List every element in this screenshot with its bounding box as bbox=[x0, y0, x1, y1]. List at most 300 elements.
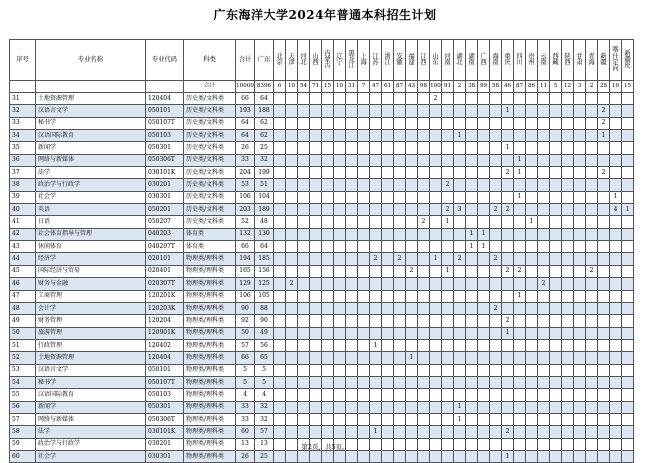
row-province-cell bbox=[478, 179, 490, 191]
totals-province: 46 bbox=[502, 81, 514, 93]
row-total: 194 bbox=[236, 253, 255, 265]
row-province-cell: 1 bbox=[454, 401, 466, 413]
row-province-cell bbox=[286, 241, 298, 253]
row-province-cell bbox=[298, 389, 310, 401]
row-subject: 历史类/文科类 bbox=[184, 204, 236, 216]
totals-province: 47 bbox=[370, 81, 382, 93]
row-province-cell: 1 bbox=[514, 191, 526, 203]
row-major-name: 工商管理 bbox=[36, 290, 146, 302]
row-province-cell bbox=[310, 179, 322, 191]
row-province-cell bbox=[298, 450, 310, 462]
row-province-cell bbox=[430, 167, 442, 179]
row-province-cell bbox=[298, 413, 310, 425]
row-total: 4 bbox=[236, 389, 255, 401]
row-province-cell bbox=[478, 265, 490, 277]
row-province-cell bbox=[346, 117, 358, 129]
row-province-cell bbox=[430, 315, 442, 327]
row-province-cell bbox=[550, 191, 562, 203]
row-province-cell bbox=[490, 426, 502, 438]
totals-province: 98 bbox=[418, 81, 430, 93]
row-province-cell bbox=[538, 253, 550, 265]
row-province-cell bbox=[610, 364, 622, 376]
row-province-cell bbox=[610, 216, 622, 228]
row-province-cell bbox=[334, 302, 346, 314]
row-province-cell bbox=[334, 389, 346, 401]
row-province-cell bbox=[622, 327, 634, 339]
row-index: 47 bbox=[10, 290, 36, 302]
row-province-cell bbox=[382, 265, 394, 277]
row-province-cell bbox=[562, 117, 574, 129]
row-province-cell bbox=[526, 401, 538, 413]
row-province-cell: 1 bbox=[478, 241, 490, 253]
row-province-cell bbox=[454, 117, 466, 129]
row-province-cell bbox=[442, 389, 454, 401]
row-province-cell bbox=[514, 228, 526, 240]
row-province-cell bbox=[442, 278, 454, 290]
row-province-cell bbox=[286, 253, 298, 265]
row-province-cell bbox=[454, 179, 466, 191]
row-province-cell bbox=[622, 352, 634, 364]
row-province-cell bbox=[490, 179, 502, 191]
row-province-cell bbox=[430, 364, 442, 376]
row-province-cell bbox=[382, 216, 394, 228]
row-province-cell bbox=[274, 204, 286, 216]
row-major-code: 020101 bbox=[146, 253, 184, 265]
row-province-cell bbox=[358, 253, 370, 265]
row-province-cell bbox=[430, 339, 442, 351]
row-province-cell bbox=[322, 265, 334, 277]
row-province-cell: 1 bbox=[502, 105, 514, 117]
row-province-cell bbox=[322, 426, 334, 438]
row-province-cell bbox=[382, 167, 394, 179]
row-province-cell bbox=[358, 364, 370, 376]
row-guangdong: 25 bbox=[255, 450, 274, 462]
row-province-cell bbox=[610, 278, 622, 290]
row-province-cell bbox=[526, 253, 538, 265]
row-province-cell: 1 bbox=[370, 426, 382, 438]
row-province-cell bbox=[454, 142, 466, 154]
row-province-cell bbox=[310, 117, 322, 129]
row-province-cell bbox=[406, 315, 418, 327]
row-province-cell bbox=[442, 413, 454, 425]
row-major-code: 120901K bbox=[146, 327, 184, 339]
row-province-cell bbox=[586, 216, 598, 228]
row-guangdong: 13 bbox=[255, 438, 274, 450]
row-province-cell: 1 bbox=[466, 228, 478, 240]
row-province-cell bbox=[526, 315, 538, 327]
row-guangdong: 199 bbox=[255, 167, 274, 179]
row-province-cell bbox=[610, 302, 622, 314]
row-province-cell bbox=[538, 204, 550, 216]
row-province-cell bbox=[562, 426, 574, 438]
table-row bbox=[10, 167, 634, 179]
row-province-cell bbox=[382, 154, 394, 166]
row-province-cell bbox=[442, 327, 454, 339]
row-guangdong: 56 bbox=[255, 339, 274, 351]
row-province-cell bbox=[490, 290, 502, 302]
row-province-cell bbox=[514, 216, 526, 228]
row-province-cell bbox=[586, 426, 598, 438]
row-province-cell bbox=[418, 426, 430, 438]
row-province-cell bbox=[298, 216, 310, 228]
row-guangdong: 51 bbox=[255, 179, 274, 191]
row-province-cell bbox=[406, 142, 418, 154]
row-province-cell bbox=[526, 142, 538, 154]
row-province-cell bbox=[334, 253, 346, 265]
row-province-cell bbox=[538, 376, 550, 388]
row-province-cell bbox=[310, 142, 322, 154]
row-province-cell bbox=[322, 450, 334, 462]
row-province-cell bbox=[466, 450, 478, 462]
row-province-cell bbox=[526, 450, 538, 462]
row-province-cell bbox=[382, 142, 394, 154]
row-province-cell bbox=[598, 376, 610, 388]
row-province-cell bbox=[466, 413, 478, 425]
row-province-cell bbox=[514, 142, 526, 154]
row-province-cell bbox=[322, 352, 334, 364]
row-province-cell bbox=[286, 376, 298, 388]
row-province-cell bbox=[370, 228, 382, 240]
table-row bbox=[10, 450, 634, 462]
row-major-name: 旅游管理 bbox=[36, 327, 146, 339]
row-province-cell bbox=[358, 327, 370, 339]
row-major-name: 秘书学 bbox=[36, 376, 146, 388]
row-province-cell bbox=[442, 154, 454, 166]
row-province-cell bbox=[526, 204, 538, 216]
row-province-cell bbox=[454, 339, 466, 351]
row-guangdong: 5 bbox=[255, 376, 274, 388]
header-province: 四川 bbox=[514, 40, 526, 81]
row-province-cell bbox=[574, 167, 586, 179]
row-province-cell bbox=[370, 401, 382, 413]
row-province-cell bbox=[334, 352, 346, 364]
row-province-cell bbox=[538, 352, 550, 364]
row-province-cell bbox=[622, 339, 634, 351]
row-major-name: 国际经济与贸易 bbox=[36, 265, 146, 277]
row-province-cell bbox=[406, 93, 418, 105]
row-guangdong: 4 bbox=[255, 389, 274, 401]
row-total: 66 bbox=[236, 352, 255, 364]
table-row bbox=[10, 389, 634, 401]
row-province-cell bbox=[274, 315, 286, 327]
row-province-cell bbox=[322, 241, 334, 253]
row-province-cell bbox=[274, 191, 286, 203]
row-province-cell bbox=[454, 167, 466, 179]
row-province-cell bbox=[334, 167, 346, 179]
row-province-cell bbox=[286, 450, 298, 462]
row-province-cell bbox=[502, 302, 514, 314]
totals-province: 10 bbox=[286, 81, 298, 93]
row-province-cell bbox=[298, 339, 310, 351]
row-province-cell bbox=[370, 302, 382, 314]
row-province-cell bbox=[310, 413, 322, 425]
row-province-cell bbox=[478, 315, 490, 327]
row-province-cell bbox=[358, 339, 370, 351]
row-province-cell bbox=[394, 191, 406, 203]
row-guangdong: 57 bbox=[255, 426, 274, 438]
row-province-cell bbox=[598, 352, 610, 364]
row-province-cell bbox=[526, 93, 538, 105]
row-province-cell bbox=[310, 364, 322, 376]
row-province-cell bbox=[454, 265, 466, 277]
totals-province: 15 bbox=[622, 81, 634, 93]
row-province-cell bbox=[430, 117, 442, 129]
row-province-cell bbox=[334, 290, 346, 302]
row-province-cell bbox=[490, 278, 502, 290]
totals-empty-cell bbox=[36, 81, 146, 93]
row-province-cell bbox=[382, 339, 394, 351]
row-province-cell bbox=[586, 327, 598, 339]
header-province: 海南 bbox=[490, 40, 502, 81]
row-province-cell bbox=[514, 401, 526, 413]
row-province-cell bbox=[586, 154, 598, 166]
row-province-cell bbox=[322, 315, 334, 327]
row-province-cell bbox=[370, 204, 382, 216]
row-province-cell bbox=[346, 426, 358, 438]
row-province-cell bbox=[466, 204, 478, 216]
header-province: 新疆班 bbox=[622, 40, 634, 81]
row-province-cell bbox=[394, 426, 406, 438]
row-province-cell bbox=[586, 376, 598, 388]
row-province-cell bbox=[322, 117, 334, 129]
row-province-cell bbox=[370, 364, 382, 376]
row-province-cell bbox=[394, 142, 406, 154]
row-province-cell bbox=[610, 376, 622, 388]
table-row bbox=[10, 93, 634, 105]
totals-province: 15 bbox=[322, 81, 334, 93]
row-province-cell bbox=[550, 327, 562, 339]
row-province-cell bbox=[622, 278, 634, 290]
row-province-cell bbox=[394, 265, 406, 277]
row-province-cell bbox=[430, 179, 442, 191]
row-index: 59 bbox=[10, 438, 36, 450]
row-province-cell bbox=[370, 167, 382, 179]
row-total: 60 bbox=[236, 426, 255, 438]
row-province-cell bbox=[406, 450, 418, 462]
row-province-cell bbox=[298, 315, 310, 327]
row-province-cell: 2 bbox=[598, 105, 610, 117]
row-province-cell bbox=[418, 204, 430, 216]
row-province-cell bbox=[526, 389, 538, 401]
row-province-cell bbox=[466, 376, 478, 388]
row-guangdong: 125 bbox=[255, 278, 274, 290]
row-province-cell bbox=[562, 216, 574, 228]
row-province-cell bbox=[526, 154, 538, 166]
row-province-cell bbox=[274, 389, 286, 401]
row-province-cell bbox=[598, 241, 610, 253]
row-province-cell bbox=[310, 204, 322, 216]
row-subject: 物理类/理科类 bbox=[184, 278, 236, 290]
row-province-cell bbox=[574, 154, 586, 166]
row-province-cell bbox=[514, 352, 526, 364]
row-province-cell bbox=[358, 93, 370, 105]
row-province-cell bbox=[406, 389, 418, 401]
row-index: 36 bbox=[10, 154, 36, 166]
row-province-cell: 1 bbox=[466, 241, 478, 253]
row-province-cell bbox=[430, 389, 442, 401]
row-province-cell bbox=[406, 413, 418, 425]
row-province-cell bbox=[322, 216, 334, 228]
row-province-cell bbox=[562, 179, 574, 191]
row-province-cell bbox=[622, 93, 634, 105]
row-province-cell bbox=[406, 364, 418, 376]
row-province-cell bbox=[502, 413, 514, 425]
row-province-cell bbox=[370, 315, 382, 327]
row-province-cell bbox=[346, 253, 358, 265]
row-province-cell bbox=[358, 154, 370, 166]
row-province-cell bbox=[538, 191, 550, 203]
row-province-cell bbox=[310, 105, 322, 117]
row-province-cell bbox=[370, 93, 382, 105]
row-subject: 历史类/文科类 bbox=[184, 191, 236, 203]
row-province-cell bbox=[322, 302, 334, 314]
row-subject: 物理类/理科类 bbox=[184, 389, 236, 401]
row-province-cell bbox=[574, 401, 586, 413]
row-total: 57 bbox=[236, 339, 255, 351]
row-index: 48 bbox=[10, 302, 36, 314]
row-province-cell bbox=[538, 117, 550, 129]
row-province-cell bbox=[550, 105, 562, 117]
row-province-cell bbox=[322, 154, 334, 166]
table-row bbox=[10, 315, 634, 327]
row-province-cell bbox=[550, 117, 562, 129]
row-province-cell bbox=[622, 426, 634, 438]
row-province-cell bbox=[538, 364, 550, 376]
plan-table bbox=[9, 39, 634, 463]
row-province-cell bbox=[610, 117, 622, 129]
row-province-cell bbox=[394, 352, 406, 364]
row-major-code: 050101 bbox=[146, 105, 184, 117]
row-province-cell bbox=[346, 191, 358, 203]
row-province-cell bbox=[490, 154, 502, 166]
header-province: 贵州 bbox=[526, 40, 538, 81]
row-province-cell bbox=[442, 364, 454, 376]
row-province-cell bbox=[562, 265, 574, 277]
row-province-cell bbox=[610, 179, 622, 191]
row-province-cell bbox=[490, 327, 502, 339]
row-guangdong: 104 bbox=[255, 191, 274, 203]
row-province-cell bbox=[418, 167, 430, 179]
row-province-cell bbox=[526, 265, 538, 277]
row-province-cell bbox=[310, 302, 322, 314]
row-province-cell bbox=[622, 241, 634, 253]
table-row bbox=[10, 327, 634, 339]
row-guangdong: 48 bbox=[255, 216, 274, 228]
row-province-cell bbox=[274, 364, 286, 376]
row-province-cell bbox=[490, 389, 502, 401]
row-province-cell bbox=[622, 364, 634, 376]
table-row bbox=[10, 413, 634, 425]
row-province-cell: 2 bbox=[370, 253, 382, 265]
row-province-cell bbox=[550, 339, 562, 351]
row-province-cell bbox=[370, 241, 382, 253]
row-province-cell: 1 bbox=[454, 413, 466, 425]
row-province-cell bbox=[478, 117, 490, 129]
row-province-cell bbox=[526, 130, 538, 142]
row-province-cell bbox=[550, 216, 562, 228]
row-province-cell: 2 bbox=[442, 204, 454, 216]
row-province-cell bbox=[370, 117, 382, 129]
row-subject: 物理类/理科类 bbox=[184, 302, 236, 314]
row-major-name: 财务与金融 bbox=[36, 278, 146, 290]
row-total: 66 bbox=[236, 93, 255, 105]
row-province-cell bbox=[478, 290, 490, 302]
row-province-cell bbox=[370, 450, 382, 462]
row-major-name: 日语 bbox=[36, 216, 146, 228]
header-province: 北京 bbox=[274, 40, 286, 81]
header-province: 内蒙古 bbox=[322, 40, 334, 81]
row-province-cell bbox=[502, 364, 514, 376]
row-province-cell bbox=[358, 352, 370, 364]
row-major-code: 050103 bbox=[146, 130, 184, 142]
row-subject: 物理类/理科类 bbox=[184, 426, 236, 438]
row-province-cell bbox=[334, 117, 346, 129]
row-province-cell bbox=[622, 389, 634, 401]
row-index: 42 bbox=[10, 228, 36, 240]
row-province-cell bbox=[406, 130, 418, 142]
row-province-cell bbox=[334, 154, 346, 166]
row-province-cell: 1 bbox=[502, 450, 514, 462]
row-index: 55 bbox=[10, 389, 36, 401]
row-province-cell bbox=[466, 130, 478, 142]
row-province-cell bbox=[490, 191, 502, 203]
row-province-cell: 2 bbox=[502, 204, 514, 216]
row-province-cell bbox=[346, 105, 358, 117]
row-province-cell bbox=[550, 401, 562, 413]
row-province-cell bbox=[382, 376, 394, 388]
row-province-cell bbox=[478, 450, 490, 462]
row-province-cell bbox=[478, 278, 490, 290]
row-province-cell bbox=[598, 204, 610, 216]
row-index: 32 bbox=[10, 105, 36, 117]
row-province-cell bbox=[358, 426, 370, 438]
row-province-cell bbox=[322, 105, 334, 117]
row-province-cell bbox=[394, 167, 406, 179]
row-province-cell bbox=[358, 117, 370, 129]
row-province-cell: 2 bbox=[490, 204, 502, 216]
row-major-code: 020401 bbox=[146, 265, 184, 277]
row-province-cell bbox=[514, 253, 526, 265]
row-province-cell bbox=[406, 327, 418, 339]
row-province-cell bbox=[598, 302, 610, 314]
table-row bbox=[10, 130, 634, 142]
row-province-cell bbox=[310, 426, 322, 438]
row-index: 58 bbox=[10, 426, 36, 438]
row-province-cell bbox=[442, 228, 454, 240]
row-province-cell bbox=[550, 426, 562, 438]
row-province-cell bbox=[550, 241, 562, 253]
row-province-cell bbox=[346, 142, 358, 154]
row-province-cell bbox=[586, 241, 598, 253]
row-province-cell bbox=[562, 253, 574, 265]
table-row bbox=[10, 265, 634, 277]
row-province-cell bbox=[430, 241, 442, 253]
row-province-cell bbox=[274, 117, 286, 129]
row-province-cell bbox=[346, 278, 358, 290]
row-province-cell bbox=[550, 315, 562, 327]
row-province-cell: 1 bbox=[370, 339, 382, 351]
totals-province: 86 bbox=[526, 81, 538, 93]
row-province-cell bbox=[610, 450, 622, 462]
header-province: 黑龙江 bbox=[346, 40, 358, 81]
row-province-cell bbox=[382, 426, 394, 438]
row-province-cell bbox=[310, 450, 322, 462]
row-province-cell bbox=[394, 389, 406, 401]
table-row bbox=[10, 401, 634, 413]
row-province-cell bbox=[538, 327, 550, 339]
header-major: 专业名称 bbox=[36, 40, 146, 81]
row-province-cell: 2 bbox=[406, 265, 418, 277]
